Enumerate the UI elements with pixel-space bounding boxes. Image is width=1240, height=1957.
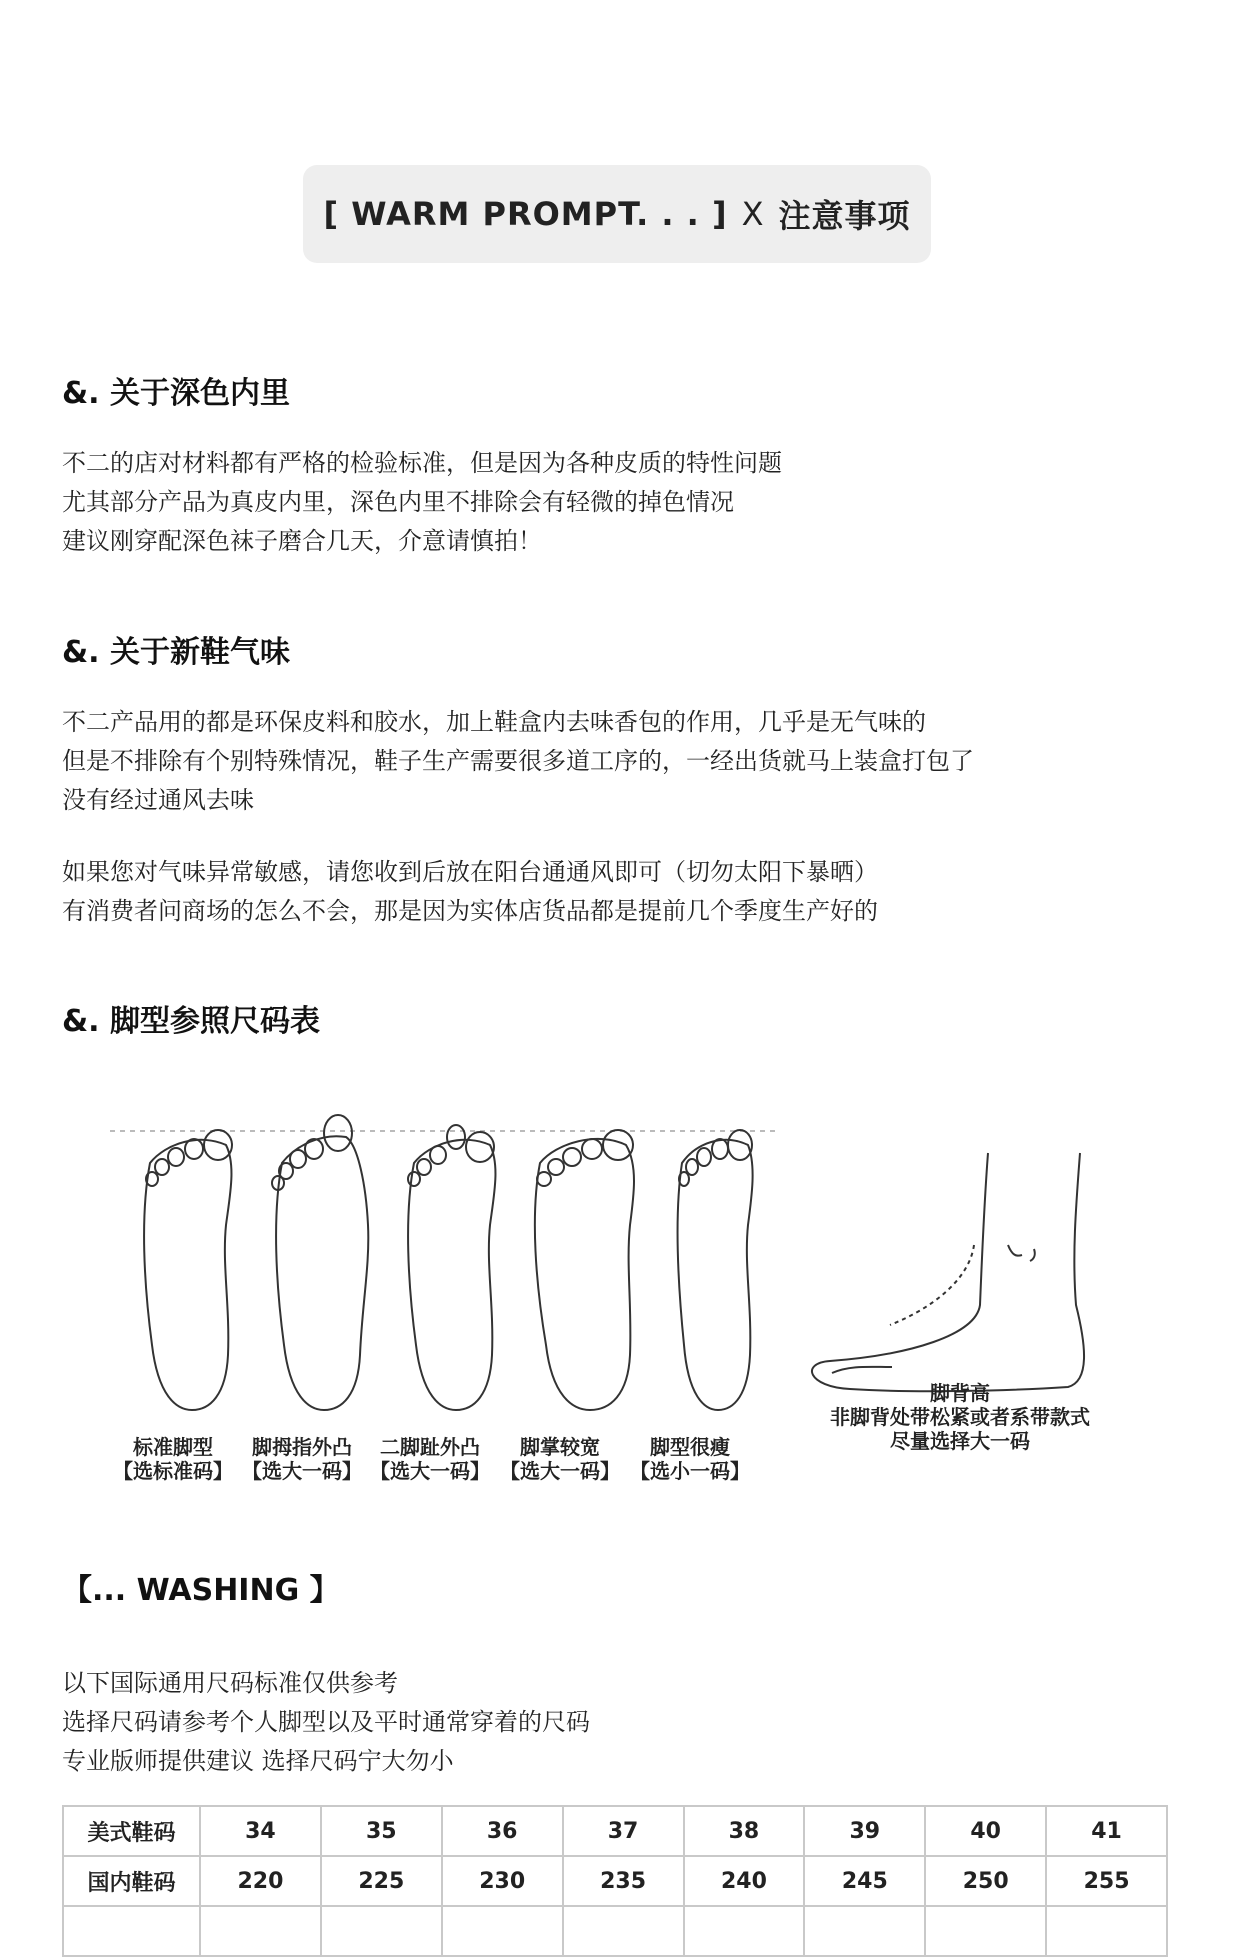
banner-title-cn: 注意事项 — [778, 197, 911, 235]
foot-type-tip: 【选大一码】 — [500, 1459, 620, 1483]
dark-lining-paragraph — [62, 444, 782, 561]
foot-type-tip: 【选大一码】 — [242, 1459, 362, 1483]
row-label-cn: 国内鞋码 — [63, 1856, 200, 1906]
paragraph-line: 没有经过通风去味 — [62, 786, 254, 814]
foot-label-high-instep — [800, 1381, 1120, 1453]
foot-type-name: 脚背高 — [930, 1381, 990, 1405]
paragraph-line: 专业版师提供建议 选择尺码宁大勿小 — [62, 1747, 454, 1775]
paragraph-line: 但是不排除有个别特殊情况，鞋子生产需要很多道工序的，一经出货就马上装盒打包了 — [62, 747, 974, 775]
foot-type-name: 脚型很瘦 — [650, 1435, 730, 1459]
size-cell: 250 — [925, 1856, 1046, 1906]
paragraph-line: 有消费者问商场的怎么不会，那是因为实体店货品都是提前几个季度生产好的 — [62, 897, 878, 925]
empty-cell — [563, 1906, 684, 1956]
foot-type-name: 标准脚型 — [133, 1435, 213, 1459]
empty-cell — [321, 1906, 442, 1956]
size-cell: 245 — [804, 1856, 925, 1906]
table-row — [63, 1856, 1167, 1906]
paragraph-line: 不二产品用的都是环保皮料和胶水，加上鞋盒内去味香包的作用，几乎是无气味的 — [62, 708, 926, 736]
foot-chart-heading: &. 脚型参照尺码表 — [62, 1004, 321, 1039]
washing-paragraph — [62, 1664, 590, 1781]
empty-cell — [1046, 1906, 1167, 1956]
paragraph-line: 尤其部分产品为真皮内里，深色内里不排除会有轻微的掉色情况 — [62, 488, 734, 516]
size-cell: 240 — [684, 1856, 805, 1906]
foot-label-wide — [494, 1435, 626, 1483]
size-cell: 235 — [563, 1856, 684, 1906]
foot-type-tip: 尽量选择大一码 — [890, 1429, 1030, 1453]
table-row — [63, 1806, 1167, 1856]
new-shoe-smell-paragraph — [62, 703, 974, 820]
slim-foot-icon — [678, 1130, 753, 1410]
foot-label-second-toe — [366, 1435, 494, 1483]
foot-type-name: 脚掌较宽 — [520, 1435, 600, 1459]
paragraph-line: 如果您对气味异常敏感，请您收到后放在阳台通通风即可（切勿太阳下暴晒） — [62, 858, 878, 886]
foot-label-standard — [110, 1435, 236, 1483]
foot-type-tip: 【选大一码】 — [370, 1459, 490, 1483]
empty-cell — [63, 1906, 200, 1956]
dark-lining-heading: &. 关于深色内里 — [62, 376, 291, 411]
foot-type-tip: 【选小一码】 — [630, 1459, 750, 1483]
size-cell: 40 — [925, 1806, 1046, 1856]
foot-type-name: 脚拇指外凸 — [252, 1435, 352, 1459]
size-table — [62, 1805, 1168, 1957]
empty-cell — [804, 1906, 925, 1956]
new-shoe-smell-note — [62, 853, 878, 931]
paragraph-line: 以下国际通用尺码标准仅供参考 — [62, 1669, 398, 1697]
size-cell: 230 — [442, 1856, 563, 1906]
empty-cell — [200, 1906, 321, 1956]
high-instep-foot-icon — [812, 1153, 1084, 1391]
foot-type-name: 二脚趾外凸 — [380, 1435, 480, 1459]
banner-title-en: [ WARM PROMPT. . . ] — [323, 195, 728, 233]
new-shoe-smell-heading: &. 关于新鞋气味 — [62, 635, 291, 670]
size-cell: 225 — [321, 1856, 442, 1906]
second-toe-foot-icon — [408, 1125, 495, 1410]
size-cell: 255 — [1046, 1856, 1167, 1906]
empty-cell — [684, 1906, 805, 1956]
empty-cell — [925, 1906, 1046, 1956]
size-cell: 220 — [200, 1856, 321, 1906]
size-cell: 41 — [1046, 1806, 1167, 1856]
warm-prompt-banner — [303, 165, 931, 263]
paragraph-line: 选择尺码请参考个人脚型以及平时通常穿着的尺码 — [62, 1708, 590, 1736]
foot-label-slim — [626, 1435, 754, 1483]
foot-type-illustration — [110, 1105, 1130, 1483]
size-cell: 36 — [442, 1806, 563, 1856]
paragraph-line: 建议刚穿配深色袜子磨合几天，介意请慎拍！ — [62, 527, 542, 555]
table-row — [63, 1906, 1167, 1956]
empty-cell — [442, 1906, 563, 1956]
washing-heading: 【... WASHING 】 — [62, 1573, 340, 1608]
size-cell: 34 — [200, 1806, 321, 1856]
size-cell: 37 — [563, 1806, 684, 1856]
banner-separator: X — [741, 195, 765, 233]
size-cell: 39 — [804, 1806, 925, 1856]
bunion-foot-icon — [272, 1115, 368, 1410]
foot-label-bunion — [238, 1435, 366, 1483]
foot-type-tip: 【选标准码】 — [113, 1459, 233, 1483]
size-cell: 35 — [321, 1806, 442, 1856]
foot-type-tip: 非脚背处带松紧或者系带款式 — [830, 1405, 1090, 1429]
paragraph-line: 不二的店对材料都有严格的检验标准，但是因为各种皮质的特性问题 — [62, 449, 782, 477]
wide-foot-icon — [535, 1130, 634, 1410]
standard-foot-icon — [144, 1130, 232, 1410]
row-label-us: 美式鞋码 — [63, 1806, 200, 1856]
size-cell: 38 — [684, 1806, 805, 1856]
